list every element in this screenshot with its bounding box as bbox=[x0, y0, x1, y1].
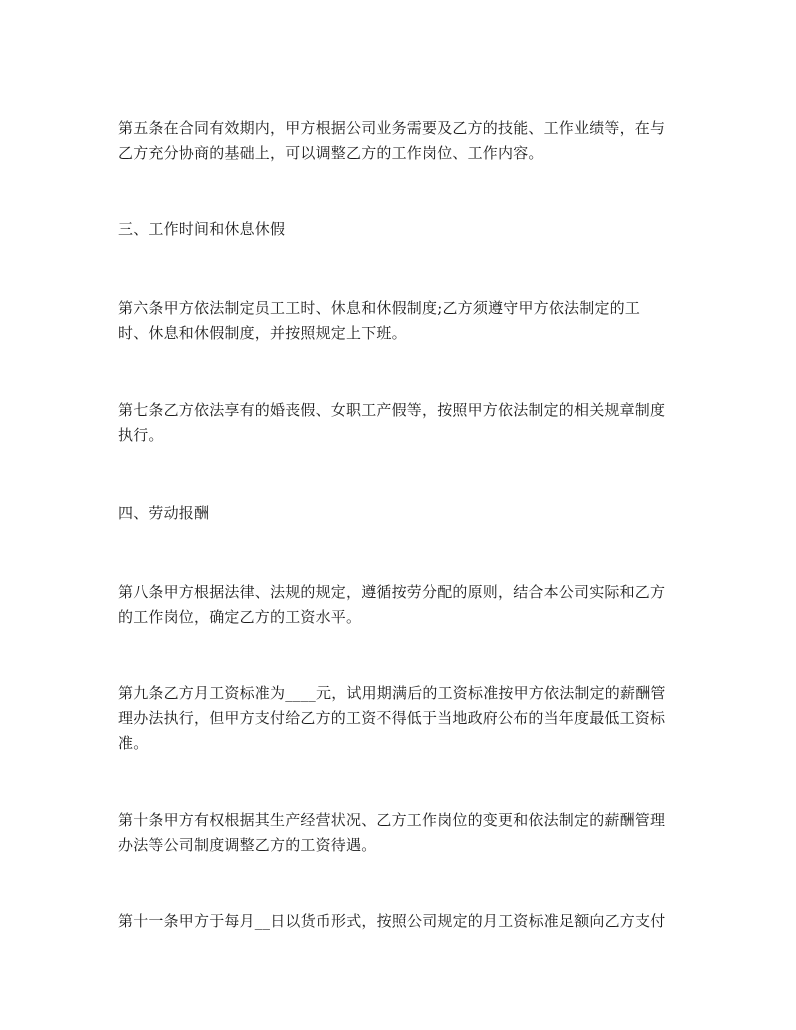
text-line: 第十条甲方有权根据其生产经营状况、乙方工作岗位的变更和依法制定的薪酬管理 bbox=[118, 811, 666, 829]
text-line: 第五条在合同有效期内，甲方根据公司业务需要及乙方的技能、工作业绩等，在与 bbox=[118, 119, 666, 137]
heading-text: 四、劳动报酬 bbox=[118, 504, 210, 522]
article-9-paragraph bbox=[118, 681, 686, 756]
article-5-paragraph bbox=[118, 116, 686, 166]
article-11-paragraph bbox=[118, 909, 686, 934]
text-line: 准。 bbox=[118, 734, 149, 752]
section-3-heading bbox=[118, 217, 686, 242]
text-line: 第八条甲方根据法律、法规的规定，遵循按劳分配的原则，结合本公司实际和乙方 bbox=[118, 583, 666, 601]
article-6-paragraph bbox=[118, 296, 686, 346]
article-10-paragraph bbox=[118, 808, 686, 858]
text-line: 第七条乙方依法享有的婚丧假、女职工产假等，按照甲方依法制定的相关规章制度 bbox=[118, 401, 666, 419]
article-7-paragraph bbox=[118, 398, 686, 448]
text-line: 第十一条甲方于每月__日以货币形式，按照公司规定的月工资标准足额向乙方支付 bbox=[118, 912, 666, 930]
heading-text: 三、工作时间和休息休假 bbox=[118, 220, 286, 238]
text-line: 第九条乙方月工资标准为____元，试用期满后的工资标准按甲方依法制定的薪酬管 bbox=[118, 684, 666, 702]
text-line: 乙方充分协商的基础上，可以调整乙方的工作岗位、工作内容。 bbox=[118, 144, 544, 162]
text-line: 办法等公司制度调整乙方的工资待遇。 bbox=[118, 836, 377, 854]
text-line: 时、休息和休假制度，并按照规定上下班。 bbox=[118, 324, 407, 342]
text-line: 理办法执行，但甲方支付给乙方的工资不得低于当地政府公布的当年度最低工资标 bbox=[118, 709, 666, 727]
text-line: 第六条甲方依法制定员工工时、休息和休假制度;乙方须遵守甲方依法制定的工 bbox=[118, 299, 641, 317]
section-4-heading bbox=[118, 501, 686, 526]
text-line: 执行。 bbox=[118, 426, 164, 444]
text-line: 的工作岗位，确定乙方的工资水平。 bbox=[118, 608, 362, 626]
article-8-paragraph bbox=[118, 580, 686, 630]
